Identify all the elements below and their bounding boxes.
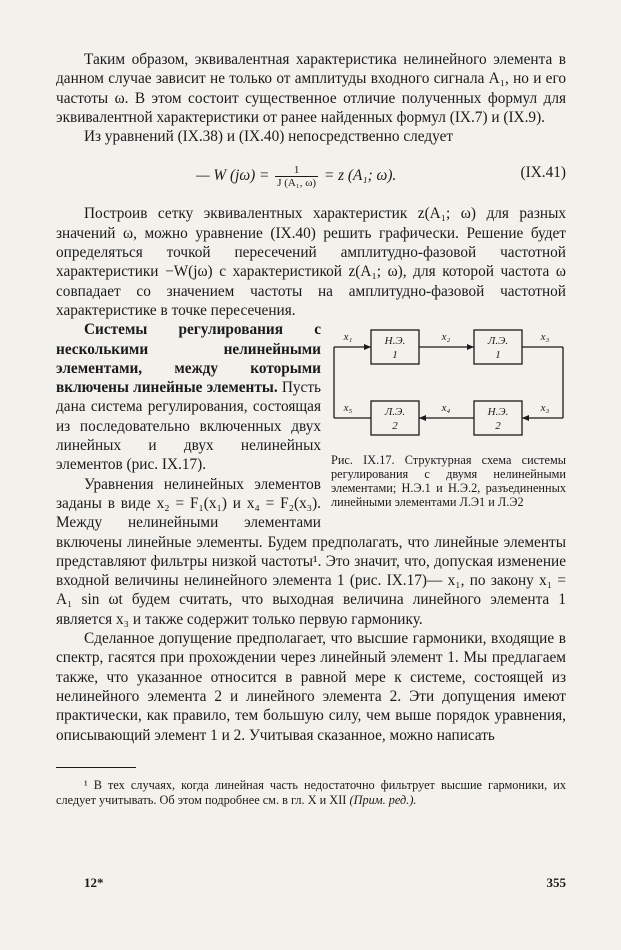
- paragraph-6: Сделанное допущение предполагает, что высшие гармоники, входящие в спектр, гасятся при прохождении через линейный элемент 1. Мы предлагаем также, что указанное относится в равной мере к системе, состоящей из нелинейного элемента 2 и линейного элемента 2. Эти допущения имеют практически, как правило, тем большую силу, чем выше порядок уравнения, описывающий элемент 1 и 2. Учитывая сказанное, можно написать: [56, 630, 566, 744]
- signal-label: x₁: [343, 331, 353, 344]
- page-body: [56, 50, 566, 808]
- signal-label: x₂: [441, 331, 451, 344]
- signal-label: x₄: [441, 402, 451, 415]
- footnote: [56, 778, 566, 808]
- block-label: Л.Э.: [487, 335, 509, 348]
- footnote-mark: ¹: [84, 777, 88, 792]
- block-number: 2: [392, 420, 398, 433]
- paragraph-5: Уравнения нелинейных элементов заданы в виде x₂ = F₁(x₁) и x₄ = F₂(x₃). Между нелинейными элементами включены линейные элементы. Будем предполагать, что линейные элементы представляют фильтры низкой частоты¹. Это значит, что, допуская изменение входной величины нелинейного элемента 1 (рис. IX.17)— x₁, по закону x₁ = A₁ sin ωt будем считать, что выходная величина линейного элемента 1 является x₃ и также содержит только первую гармонику.: [56, 475, 566, 628]
- block-number: 1: [495, 349, 501, 362]
- figure-caption: Рис. IX.17. Структурная схема системы регулирования с двумя нелинейными элементами; Н.Э.1 и Н.Э.2, разъединенных линейными элементами Л.Э1 и Л.Э2: [331, 453, 566, 510]
- block-label: Л.Э.: [384, 406, 406, 419]
- equation-number: (IX.41): [520, 164, 566, 182]
- equation-rhs: = z (A₁; ω).: [323, 167, 397, 185]
- printer-signature: 12*: [84, 875, 104, 890]
- footnote-note: (Прим. ред.).: [349, 792, 417, 807]
- footnote-text: В тех случаях, когда линейная часть недостаточно фильтрует высшие гармоники, их следует учитывать. Об этом подробнее см. в гл. X и XII: [56, 777, 566, 807]
- equation-fraction: [275, 164, 318, 189]
- equation-ix41: [56, 160, 566, 190]
- signal-label: x₃: [540, 402, 550, 415]
- section-heading: Системы регулирования с несколькими нелинейными элементами, между которыми включены линейные элементы.: [56, 321, 321, 397]
- block-diagram: [331, 324, 566, 449]
- block-label: Н.Э.: [487, 406, 509, 419]
- signal-label: x₃: [540, 331, 550, 344]
- equation-numerator: 1: [275, 164, 318, 177]
- paragraph-4-text: Пусть дана система регулирования, состоящая из последовательно включенных двух линейных и двух нелинейных элементов (рис. IX.17).: [56, 379, 321, 474]
- equation-denominator: J (A₁, ω): [277, 177, 317, 190]
- paragraph-1: Таким образом, эквивалентная характеристика нелинейного элемента в данном случае зависит не только от амплитуды входного сигнала A₁, но и его частоты ω. В этом состоит существенное отличие полученных формул для эквивалентной характеристики от ранее найденных формул (IX.7) и (IX.9).: [56, 51, 566, 126]
- paragraph-3: Построив сетку эквивалентных характеристик z(A₁; ω) для разных значений ω, можно уравнение (IX.40) решить графически. Решение будет определяться точкой пересечений амплитудно-фазовой частотной характеристики −W(jω) с характеристикой z(A₁; ω), для которой частота ω совпадает со значением частоты на амплитудно-фазовой частотной характеристике в точке пересечения.: [56, 205, 566, 319]
- block-number: 2: [495, 420, 501, 433]
- equation-body: [196, 164, 396, 189]
- signal-label: x₅: [343, 402, 353, 415]
- footnote-divider: [56, 767, 136, 768]
- block-number: 1: [392, 349, 398, 362]
- figure-ix17: [331, 324, 566, 509]
- equation-lhs: — W (jω) =: [196, 167, 270, 185]
- paragraph-2: Из уравнений (IX.38) и (IX.40) непосредственно следует: [84, 128, 454, 146]
- page-number: 355: [546, 875, 566, 890]
- figure-section: [56, 320, 566, 629]
- block-label: Н.Э.: [384, 335, 406, 348]
